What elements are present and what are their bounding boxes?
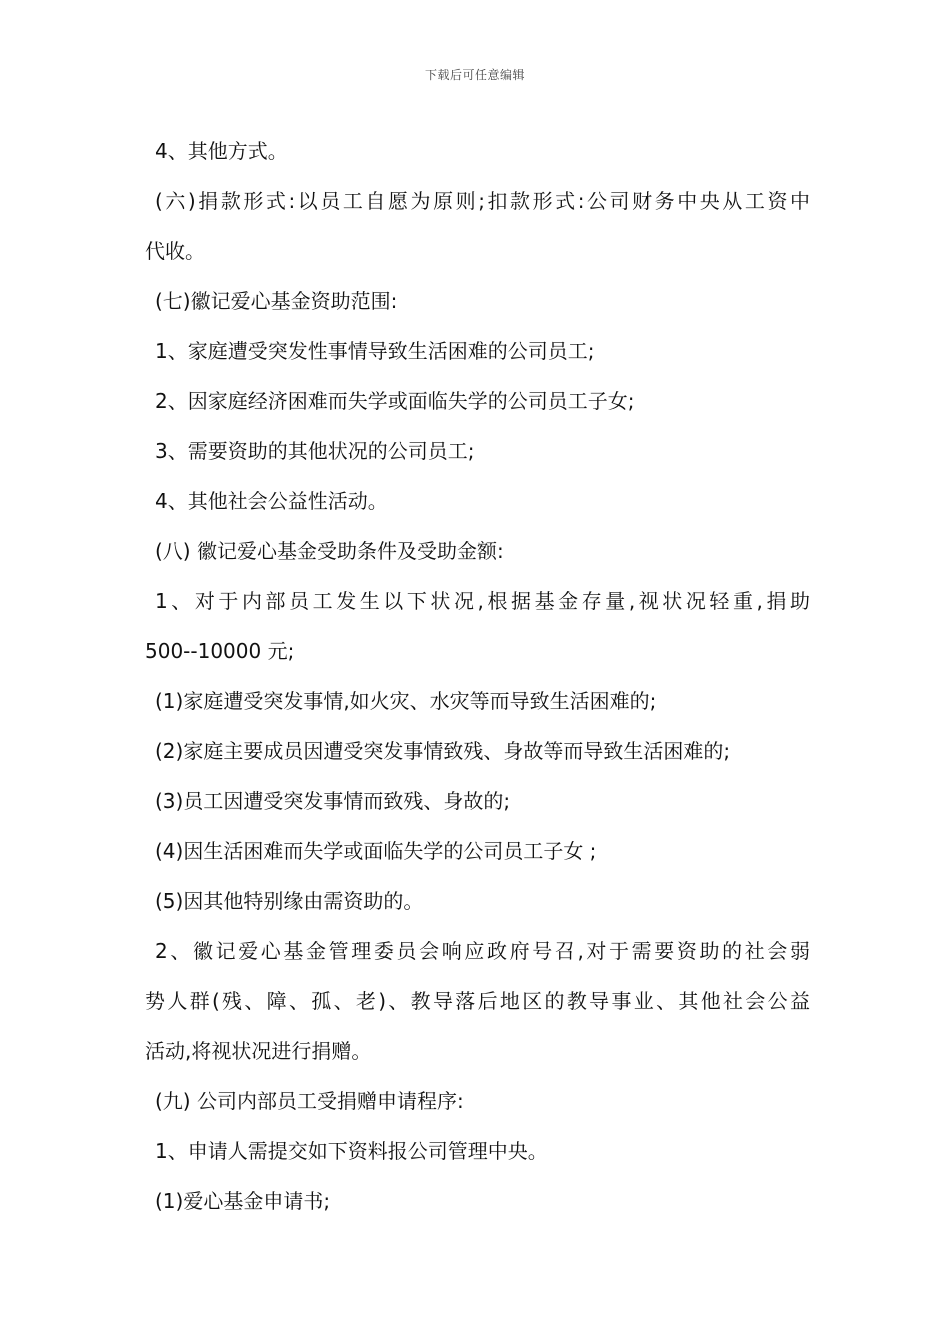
paragraph-line: 1、对于内部员工发生以下状况,根据基金存量,视状况轻重,捐助 [155,589,810,613]
paragraph-line: 势人群(残、障、孤、老)、教导落后地区的教导事业、其他社会公益 [145,989,810,1013]
paragraph-line: 4、其他方式。 [155,139,288,163]
page-header: 下载后可任意编辑 [424,68,525,82]
paragraph-line: (六)捐款形式:以员工自愿为原则;扣款形式:公司财务中央从工资中 [155,189,810,213]
paragraph-line: 1、家庭遭受突发性事情导致生活困难的公司员工; [155,339,595,363]
paragraph-line: 1、申请人需提交如下资料报公司管理中央。 [155,1139,548,1163]
paragraph-line: (九) 公司内部员工受捐赠申请程序: [155,1089,464,1113]
paragraph-line: 代收。 [145,239,205,263]
paragraph-line: (5)因其他特别缘由需资助的。 [155,889,424,913]
paragraph-line: (4)因生活困难而失学或面临失学的公司员工子女 ; [155,839,597,863]
paragraph-line: (1)家庭遭受突发事情,如火灾、水灾等而导致生活困难的; [155,689,657,713]
paragraph-line: 3、需要资助的其他状况的公司员工; [155,439,475,463]
document-body [145,126,810,1226]
paragraph-line: 2、徽记爱心基金管理委员会响应政府号召,对于需要资助的社会弱 [155,939,810,963]
paragraph-line: 4、其他社会公益性活动。 [155,489,388,513]
paragraph-line: (3)员工因遭受突发事情而致残、身故的; [155,789,511,813]
paragraph-line: (2)家庭主要成员因遭受突发事情致残、身故等而导致生活困难的; [155,739,731,763]
paragraph-line: (七)徽记爱心基金资助范围: [155,289,398,313]
paragraph-line: 活动,将视状况进行捐赠。 [145,1039,372,1063]
paragraph-line: (1)爱心基金申请书; [155,1189,331,1213]
paragraph-line: (八) 徽记爱心基金受助条件及受助金额: [155,539,504,563]
paragraph-line: 500--10000 元; [145,639,295,663]
paragraph-line: 2、因家庭经济困难而失学或面临失学的公司员工子女; [155,389,635,413]
